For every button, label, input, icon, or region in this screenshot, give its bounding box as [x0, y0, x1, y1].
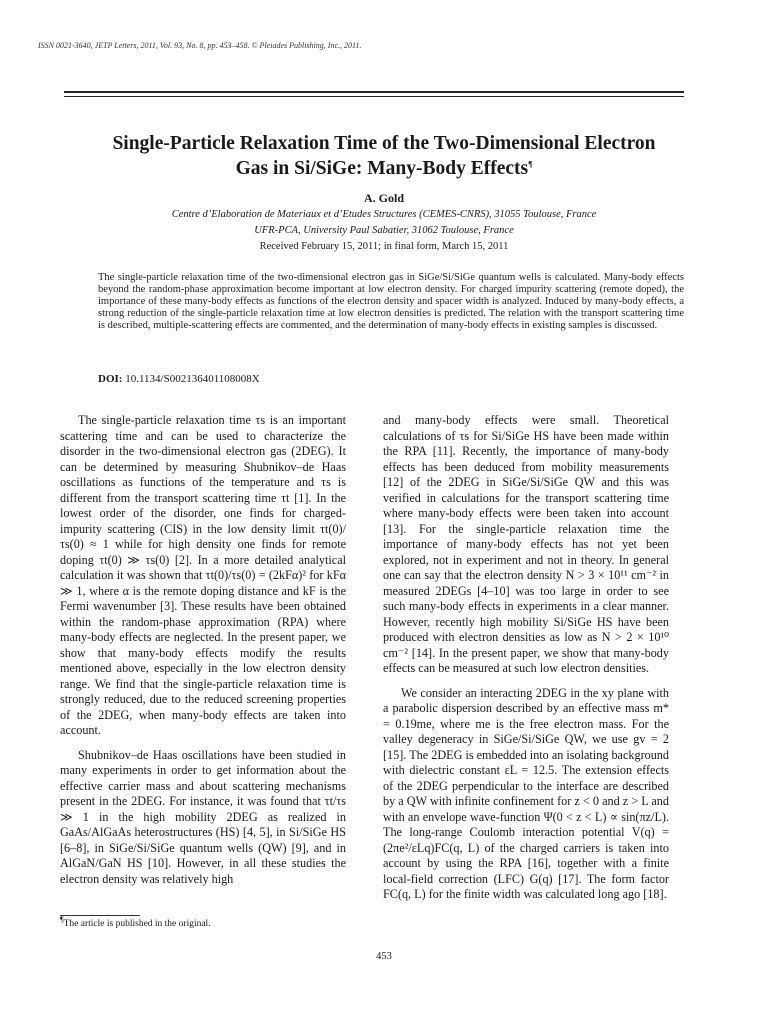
doi-label: DOI: — [98, 373, 123, 385]
footnote-mark: ¶ — [60, 914, 64, 924]
footnote — [60, 914, 211, 929]
left-paragraph-1: The single-particle relaxation time τs is an important scattering time and can be used to characterize the disorder in the two-dimensional electron gas (2DEG). It can be determined by measuring Shubnikov–de Haas oscillations as functions of the temperature and τs is different from the transport scattering time τt [1]. In the lowest order of the disorder, one finds for charged-impurity scattering (CIS) in the low density limit τt(0)/τs(0) ≈ 1 while for high density one finds for remote doping τt(0) ≫ τs(0) [2]. In a more detailed analytical calculation it was shown that τt(0)/τs(0) = (2kFα)² for kFα ≫ 1, where α is the remote doping distance and kF is the Fermi wavenumber [3]. These results have been obtained within the random-phase approximation (RPA) where many-body effects are neglected. In the present paper, we show that many-body effects modify the results mentioned above, especially in the low electron density range. We find that the single-particle relaxation time is strongly reduced, due to the reduced screening properties of the 2DEG, when many-body effects are taken into account. — [60, 413, 346, 737]
left-column — [60, 413, 346, 887]
left-paragraph-2: Shubnikov–de Haas oscillations have been studied in many experiments in order to get information about the effective carrier mass and about scattering mechanisms present in the 2DEG. For instance, it was found that τt/τs ≫ 1 in the high mobility 2DEG as realized in GaAs/AlGaAs heterostructures (HS) [4, 5], in Si/SiGe HS [6–8], in SiGe/Si/SiGe quantum wells (QW) [9], and in AlGaN/GaN HS [10]. However, in all these studies the electron density was relatively high — [60, 747, 346, 886]
header-rule-thick — [64, 91, 684, 93]
right-column — [383, 413, 669, 903]
title-line-2 — [40, 156, 728, 181]
abstract: The single-particle relaxation time of the two-dimensional electron gas in SiGe/Si/SiGe quantum wells is calculated. Many-body effects beyond the random-phase approximation become important at low electron density. For charged impurity scattering (remote doped), the importance of these many-body effects as functions of the electron density and spacer width is analyzed. Induced by many-body effects, a strong reduction of the single-particle relaxation time at low electron densities is predicted. The relation with the transport scattering time is described, multiple-scattering effects are commented, and the determination of many-body effects in existing samples is discussed. — [98, 272, 684, 331]
title-line-1: Single-Particle Relaxation Time of the Two-Dimensional Electron — [112, 133, 656, 154]
doi-line — [98, 373, 260, 385]
affiliation-2: UFR-PCA, University Paul Sabatier, 31062 Toulouse, France — [254, 225, 514, 236]
article-title — [40, 131, 728, 181]
doi-value: 10.1134/S002136401108008X — [125, 373, 260, 385]
footnote-rule — [60, 915, 140, 916]
footnote-text: The article is published in the original. — [63, 919, 211, 929]
author-name: A. Gold — [363, 191, 404, 205]
journal-citation-header: ISSN 0021-3640, JETP Letters, 2011, Vol. 93, No. 8, pp. 453–458. © Pleiades Publishing, Inc., 2011. — [38, 41, 362, 50]
title-line-2-text: Gas in Si/SiGe: Many-Body Effects — [235, 158, 529, 179]
received-dates: Received February 15, 2011; in final form, March 15, 2011 — [259, 241, 509, 252]
page-number: 453 — [376, 951, 392, 962]
right-paragraph-2: We consider an interacting 2DEG in the xy plane with a parabolic dispersion described by an effective mass m* = 0.19me, where me is the free electron mass. For the valley degeneracy in SiGe/Si/SiGe QW, we use gv = 2 [15]. The 2DEG is embedded into an isolating background with dielectric constant εL = 12.5. The extension effects of the 2DEG perpendicular to the interface are described by a QW with infinite confinement for z < 0 and z > L and with an envelope wave-function Ψ(0 < z < L) ∝ sin(πz/L). The long-range Coulomb interaction potential V(q) = (2πe²/εLq)FC(q, L) of the charged carriers is taken into account by using the RPA [16], together with a finite local-field correction (LFC) G(q) [17]. The form factor FC(q, L) for the finite width was calculated long ago [18]. — [383, 685, 669, 901]
right-paragraph-1: and many-body effects were small. Theoretical calculations of τs for Si/SiGe HS have been made within the RPA [11]. Recently, the importance of many-body effects has been deduced from mobility measurements [12] of the 2DEG in SiGe/Si/SiGe QW and this was verified in calculations for the transport scattering time where many-body effects were been taken into account [13]. For the single-particle relaxation time the importance of many-body effects has not yet been explored, not in experiment and not in theory. In general one can say that the electron density N > 3 × 10¹¹ cm⁻² in measured 2DEGs [4–10] was too large in order to see such many-body effects in experiments in a clear manner. However, recently high mobility Si/SiGe HS have been produced with electron densities as low as N > 2 × 10¹⁰ cm⁻² [14]. In the present paper, we show that many-body effects can be measured at such low electron densities. — [383, 413, 669, 675]
affiliation-1: Centre d’Elaboration de Materiaux et d’Etudes Structures (CEMES-CNRS), 31055 Toulouse, France — [171, 209, 597, 220]
header-rule-thin — [64, 96, 684, 97]
title-footnote-mark: ¶ — [528, 159, 533, 169]
